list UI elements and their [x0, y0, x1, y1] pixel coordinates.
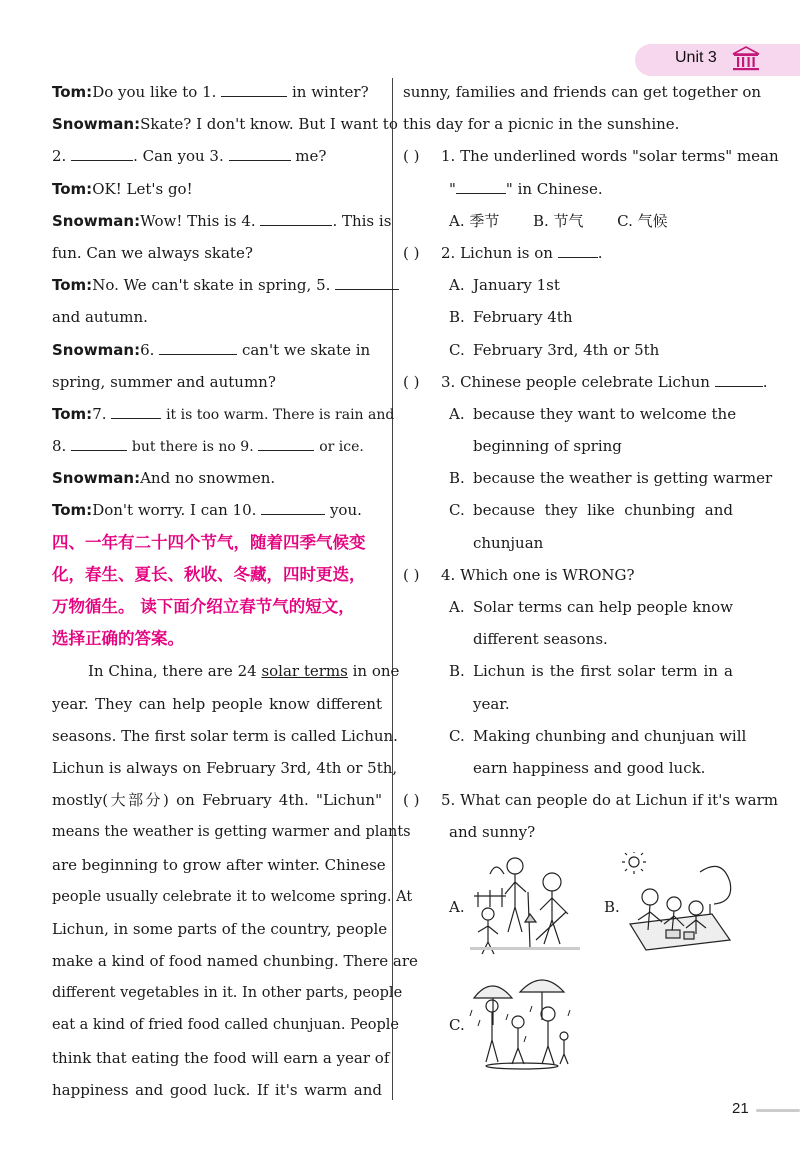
- option-c[interactable]: C. Making chunbing and chunjuan will: [449, 726, 747, 745]
- unit-label: Unit 3: [675, 49, 717, 66]
- answer-paren[interactable]: ( ): [403, 791, 420, 810]
- question-4: ( ) 4. Which one is WRONG?: [403, 559, 733, 591]
- section-four-heading: 四、一年有二十四个节气，随着四季气候变: [52, 532, 366, 552]
- blank-2[interactable]: [71, 146, 133, 161]
- answer-paren[interactable]: ( ): [403, 565, 420, 584]
- passage-line: are beginning to grow after winter. Chinese: [52, 855, 386, 874]
- passage-line: think that eating the food will earn a year of: [52, 1048, 390, 1067]
- option-c[interactable]: C. 气候: [617, 211, 668, 230]
- solar-terms-underlined: solar terms: [261, 662, 348, 681]
- option-b[interactable]: B. Lichun is the first solar term in a: [449, 662, 733, 681]
- page-number: 21: [732, 1100, 749, 1117]
- passage-line: seasons. The first solar term is called Lichun.: [52, 726, 398, 745]
- dialogue-line-13: Snowman:And no snowmen.: [52, 469, 276, 488]
- question-3: ( ) 3. Chinese people celebrate Lichun .: [403, 366, 733, 398]
- column-divider: [392, 78, 393, 1100]
- option-b[interactable]: B. 节气: [532, 211, 584, 230]
- question-5-line2: and sunny?: [449, 823, 536, 842]
- blank-1[interactable]: [221, 82, 287, 97]
- picnic-picture[interactable]: [622, 852, 734, 952]
- blank-9[interactable]: [258, 436, 314, 451]
- dialogue-line-1: Tom:Do you like to 1. in winter?: [52, 83, 369, 101]
- dialogue-line-11: Tom:7. it is too warm. There is rain and: [52, 404, 395, 423]
- passage-line: happiness and good luck. If it's warm and: [52, 1080, 382, 1099]
- answer-blank[interactable]: [558, 243, 598, 258]
- dialogue-line-12: 8. but there is no 9. or ice.: [52, 437, 364, 456]
- option-a[interactable]: A. January 1st: [449, 276, 560, 295]
- passage-line: different vegetables in it. In other parts, people: [52, 985, 403, 1002]
- question-1-line2: " " in Chinese.: [449, 179, 603, 198]
- answer-blank[interactable]: [715, 372, 763, 387]
- option-b[interactable]: B. because the weather is getting warmer: [449, 469, 773, 488]
- option-c[interactable]: C. because they like chunbing and: [449, 501, 733, 520]
- blank-6[interactable]: [159, 340, 237, 355]
- question-5: ( ) 5. What can people do at Lichun if it's warm: [403, 784, 733, 816]
- option-a-continued: beginning of spring: [473, 437, 622, 456]
- picture-c-label: C.: [449, 1016, 465, 1034]
- answer-paren[interactable]: ( ): [403, 147, 420, 166]
- option-c-continued: chunjuan: [473, 533, 544, 552]
- dialogue-line-4: Tom:OK! Let's go!: [52, 179, 193, 198]
- blank-4[interactable]: [260, 211, 332, 226]
- answer-paren[interactable]: ( ): [403, 243, 420, 262]
- dialogue-line-3: 2. . Can you 3. me?: [52, 147, 327, 166]
- passage-line: sunny, families and friends can get together on: [403, 83, 762, 101]
- option-a-continued: different seasons.: [473, 630, 608, 649]
- blank-10[interactable]: [261, 500, 325, 515]
- blank-8[interactable]: [71, 436, 127, 451]
- option-c-continued: earn happiness and good luck.: [473, 758, 706, 777]
- question-2: ( ) 2. Lichun is on .: [403, 237, 733, 269]
- rainy-walk-picture[interactable]: [468, 970, 576, 1070]
- dialogue-line-7: Tom:No. We can't skate in spring, 5.: [52, 269, 382, 301]
- option-a[interactable]: A. because they want to welcome the: [449, 404, 737, 423]
- passage-line: mostly(大部分) on February 4th. "Lichun": [52, 791, 382, 810]
- passage-line: this day for a picnic in the sunshine.: [403, 115, 680, 134]
- option-a[interactable]: A. 季节: [449, 211, 500, 230]
- passage-line: In China, there are 24 solar terms in one: [88, 662, 400, 681]
- option-c[interactable]: C. February 3rd, 4th or 5th: [449, 340, 660, 359]
- dialogue-line-14: Tom:Don't worry. I can 10. you.: [52, 501, 362, 520]
- blank-7[interactable]: [111, 404, 161, 419]
- answer-blank[interactable]: [456, 179, 506, 194]
- picture-b-label: B.: [604, 898, 620, 916]
- picture-a-label: A.: [449, 898, 465, 916]
- blank-5[interactable]: [335, 275, 399, 290]
- dialogue-line-6: fun. Can we always skate?: [52, 243, 253, 262]
- blank-3[interactable]: [229, 146, 291, 161]
- dialogue-line-8: and autumn.: [52, 308, 148, 327]
- planting-trees-picture[interactable]: [470, 852, 580, 957]
- unit-header-tab: [635, 44, 800, 76]
- passage-line: Lichun is always on February 3rd, 4th or 5th,: [52, 758, 398, 777]
- page-number-bar: [756, 1109, 800, 1112]
- passage-line: people usually celebrate it to welcome spring. At: [52, 888, 413, 905]
- answer-paren[interactable]: ( ): [403, 372, 420, 391]
- left-column: [52, 76, 418, 1106]
- option-b[interactable]: B. February 4th: [449, 308, 573, 327]
- section-four-heading: 化，春生、夏长、秋收、冬藏，四时更迭，: [52, 564, 366, 584]
- dialogue-line-10: spring, summer and autumn?: [52, 372, 276, 391]
- dialogue-line-9: Snowman:6. can't we skate in: [52, 340, 371, 359]
- dialogue-line-2: Snowman:Skate? I don't know. But I want to: [52, 115, 398, 134]
- option-b-continued: year.: [473, 694, 510, 713]
- section-four-heading: 选择正确的答案。: [52, 629, 184, 649]
- temple-icon: [731, 45, 761, 73]
- passage-line: means the weather is getting warmer and plants: [52, 824, 411, 841]
- right-column: [403, 76, 779, 849]
- dialogue-line-5: Snowman:Wow! This is 4. . This is: [52, 211, 392, 230]
- question-1: ( ) 1. The underlined words "solar terms" mean: [403, 140, 733, 172]
- passage-line: eat a kind of fried food called chunjuan. People: [52, 1017, 400, 1034]
- option-a[interactable]: A. Solar terms can help people know: [449, 598, 733, 616]
- passage-line: make a kind of food named chunbing. There are: [52, 952, 418, 971]
- question-1-options: [403, 205, 733, 237]
- passage-line: Lichun, in some parts of the country, people: [52, 919, 388, 938]
- passage-line: year. They can help people know different: [52, 694, 382, 713]
- section-four-heading: 万物循生。 读下面介绍立春节气的短文，: [52, 597, 355, 616]
